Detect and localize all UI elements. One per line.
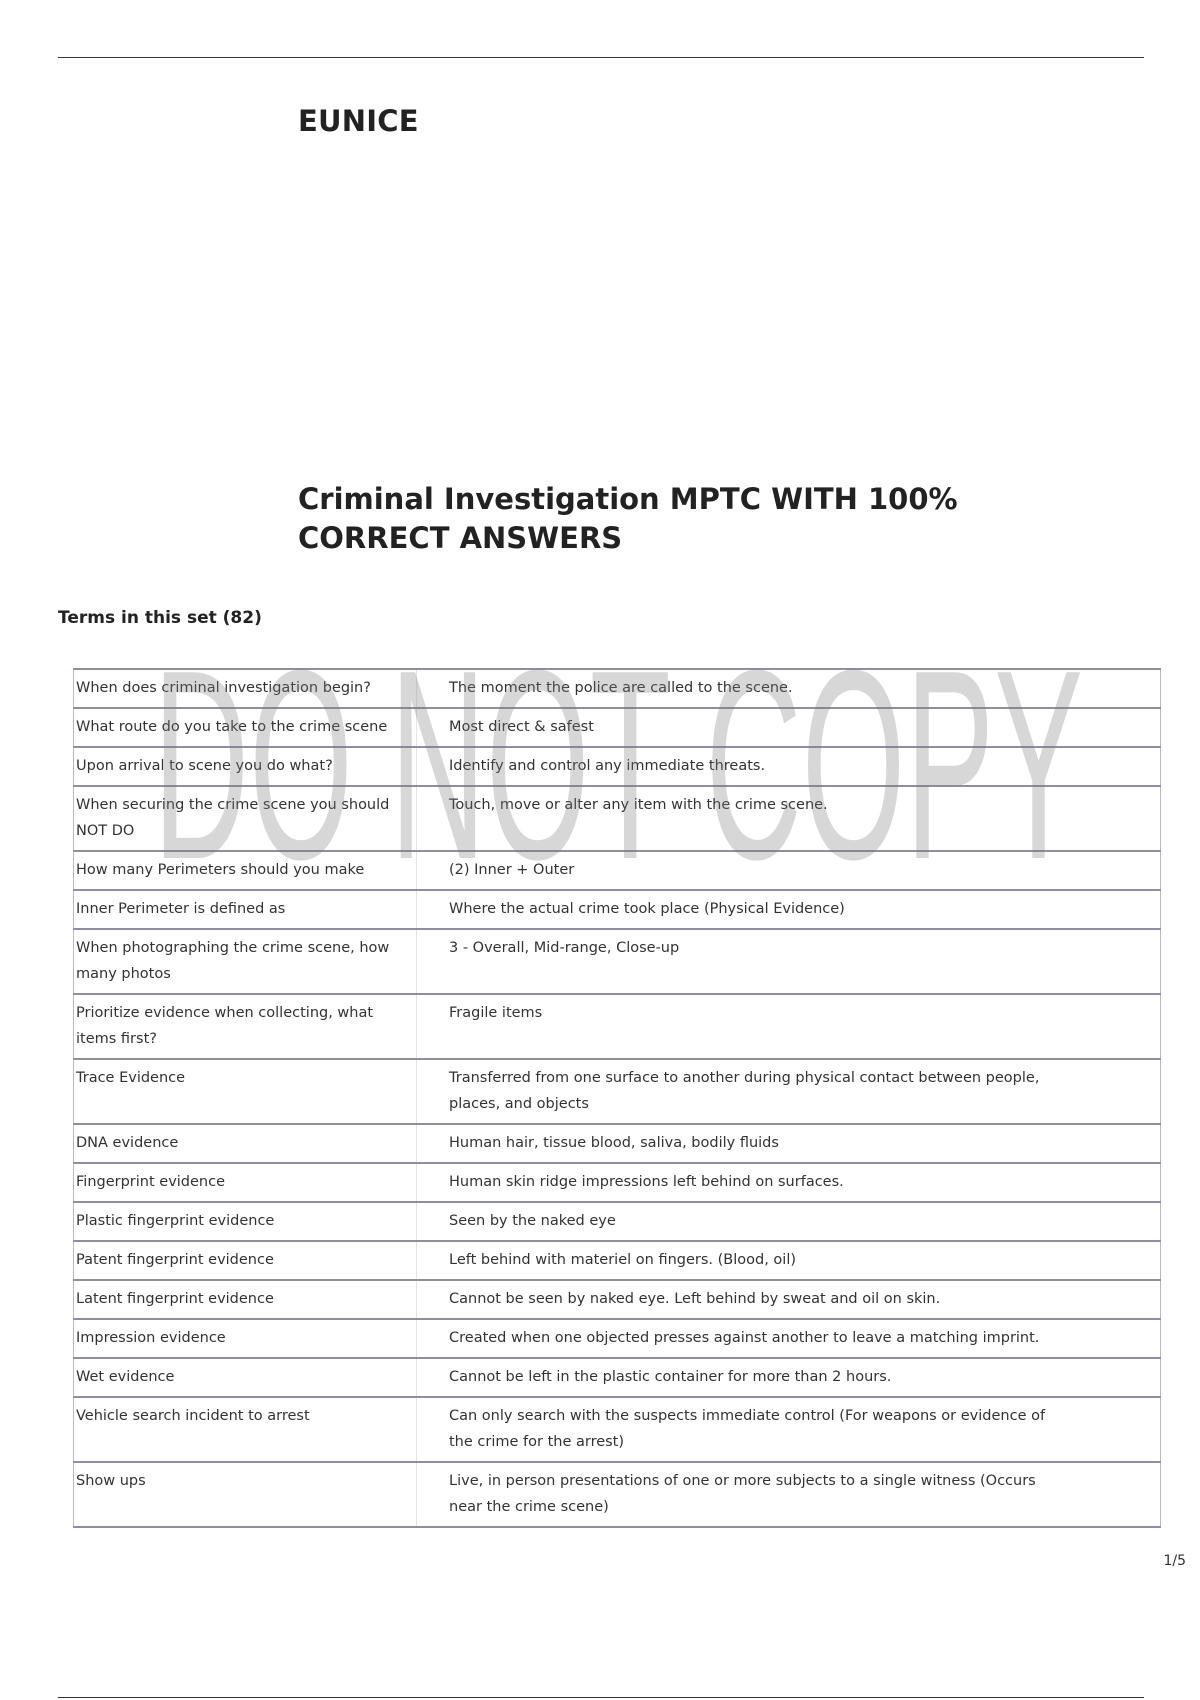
table-row xyxy=(74,1241,1161,1280)
definition-cell: Most direct & safest xyxy=(417,708,1161,747)
definition-cell: Created when one objected presses against another to leave a matching imprint. xyxy=(417,1319,1161,1358)
table-row xyxy=(74,1124,1161,1163)
term-cell: Patent fingerprint evidence xyxy=(74,1241,417,1280)
definition-cell: 3 - Overall, Mid-range, Close-up xyxy=(417,929,1161,994)
term-cell: Fingerprint evidence xyxy=(74,1163,417,1202)
term-cell: What route do you take to the crime scene xyxy=(74,708,417,747)
definition-cell: Live, in person presentations of one or more subjects to a single witness (Occurs near the crime scene) xyxy=(417,1462,1161,1527)
table-row xyxy=(74,1462,1161,1527)
definition-cell: Touch, move or alter any item with the crime scene. xyxy=(417,786,1161,851)
term-cell: Prioritize evidence when collecting, what items first? xyxy=(74,994,417,1059)
table-row xyxy=(74,1202,1161,1241)
terms-heading: Terms in this set (82) xyxy=(58,608,262,628)
definition-cell: Can only search with the suspects immediate control (For weapons or evidence of the crime for the arrest) xyxy=(417,1397,1161,1462)
term-cell: Plastic fingerprint evidence xyxy=(74,1202,417,1241)
author-name: EUNICE xyxy=(298,104,419,138)
page-number: 1/5 xyxy=(1163,1553,1186,1569)
top-rule xyxy=(58,57,1144,58)
definition-cell: Human hair, tissue blood, saliva, bodily fluids xyxy=(417,1124,1161,1163)
definition-cell: Transferred from one surface to another during physical contact between people, places, and objects xyxy=(417,1059,1161,1124)
term-cell: Vehicle search incident to arrest xyxy=(74,1397,417,1462)
definition-cell: Cannot be seen by naked eye. Left behind by sweat and oil on skin. xyxy=(417,1280,1161,1319)
table-row xyxy=(74,1280,1161,1319)
definition-cell: Cannot be left in the plastic container for more than 2 hours. xyxy=(417,1358,1161,1397)
table-row xyxy=(74,929,1161,994)
table-row xyxy=(74,994,1161,1059)
definition-cell: Left behind with materiel on fingers. (Blood, oil) xyxy=(417,1241,1161,1280)
term-cell: When securing the crime scene you should NOT DO xyxy=(74,786,417,851)
table-row xyxy=(74,669,1161,708)
table-row xyxy=(74,851,1161,890)
table-row xyxy=(74,1358,1161,1397)
definition-cell: (2) Inner + Outer xyxy=(417,851,1161,890)
definition-cell: The moment the police are called to the scene. xyxy=(417,669,1161,708)
term-cell: Wet evidence xyxy=(74,1358,417,1397)
terms-table xyxy=(73,668,1161,1528)
table-row xyxy=(74,786,1161,851)
term-cell: When photographing the crime scene, how many photos xyxy=(74,929,417,994)
definition-cell: Human skin ridge impressions left behind on surfaces. xyxy=(417,1163,1161,1202)
term-cell: Impression evidence xyxy=(74,1319,417,1358)
table-row xyxy=(74,1319,1161,1358)
term-cell: Trace Evidence xyxy=(74,1059,417,1124)
table-row xyxy=(74,1163,1161,1202)
definition-cell: Identify and control any immediate threats. xyxy=(417,747,1161,786)
table-row xyxy=(74,1059,1161,1124)
table-row xyxy=(74,747,1161,786)
term-cell: Latent fingerprint evidence xyxy=(74,1280,417,1319)
term-cell: Inner Perimeter is defined as xyxy=(74,890,417,929)
definition-cell: Where the actual crime took place (Physical Evidence) xyxy=(417,890,1161,929)
table-row xyxy=(74,708,1161,747)
term-cell: When does criminal investigation begin? xyxy=(74,669,417,708)
table-row xyxy=(74,890,1161,929)
term-cell: Upon arrival to scene you do what? xyxy=(74,747,417,786)
term-cell: How many Perimeters should you make xyxy=(74,851,417,890)
document-title: Criminal Investigation MPTC WITH 100% CORRECT ANSWERS xyxy=(298,482,958,555)
bottom-rule xyxy=(58,1697,1144,1698)
term-cell: DNA evidence xyxy=(74,1124,417,1163)
definition-cell: Fragile items xyxy=(417,994,1161,1059)
watermark-text: DO NOT COPY xyxy=(153,640,1083,880)
definition-cell: Seen by the naked eye xyxy=(417,1202,1161,1241)
terms-table-body xyxy=(74,669,1161,1527)
term-cell: Show ups xyxy=(74,1462,417,1527)
table-row xyxy=(74,1397,1161,1462)
